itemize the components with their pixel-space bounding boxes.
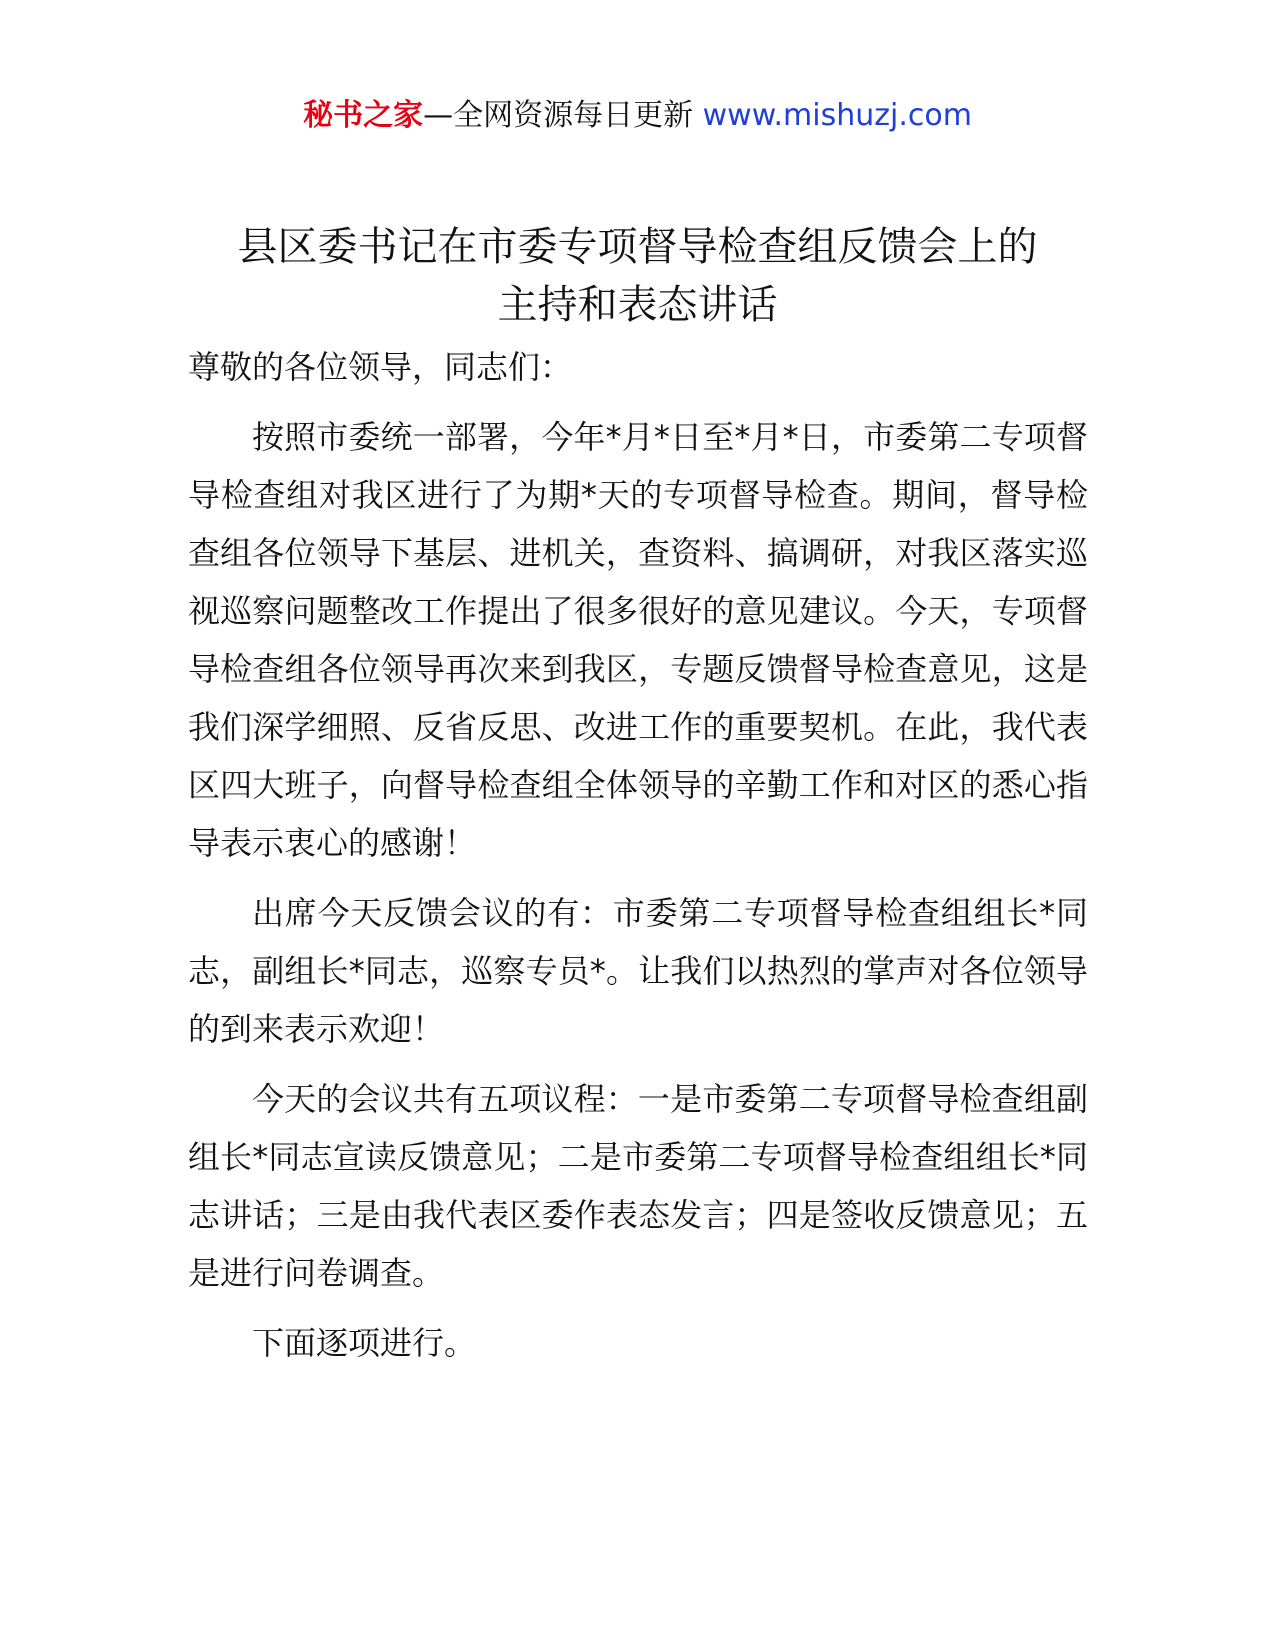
site-url-link[interactable]: www.mishuzj.com — [702, 98, 972, 133]
site-header — [0, 96, 1275, 136]
document-title — [150, 218, 1125, 334]
paragraph-3: 今天的会议共有五项议程：一是市委第二专项督导检查组副组长*同志宣读反馈意见；二是市委第二专项督导检查组组长*同志讲话；三是由我代表区委作表态发言；四是签收反馈意见；五是进行问卷调查。 — [188, 1080, 1088, 1292]
document-title-line-2: 主持和表态讲话 — [497, 282, 778, 328]
salutation: 尊敬的各位领导，同志们： — [188, 348, 573, 386]
paragraph-4: 下面逐项进行。 — [252, 1324, 477, 1362]
document-title-line-1: 县区委书记在市委专项督导检查组反馈会上的 — [237, 224, 1038, 270]
site-brand: 秘书之家 — [303, 98, 424, 133]
paragraph-2: 出席今天反馈会议的有：市委第二专项督导检查组组长*同志，副组长*同志，巡察专员*。让我们以热烈的掌声对各位领导的到来表示欢迎！ — [188, 894, 1088, 1048]
site-tagline: —全网资源每日更新 — [423, 98, 703, 133]
document-body — [188, 338, 1088, 1384]
paragraph-1: 按照市委统一部署，今年*月*日至*月*日，市委第二专项督导检查组对我区进行了为期*天的专项督导检查。期间，督导检查组各位领导下基层、进机关，查资料、搞调研，对我区落实巡视巡察问题整改工作提出了很多很好的意见建议。今天，专项督导检查组各位领导再次来到我区，专题反馈督导检查意见，这是我们深学细照、反省反思、改进工作的重要契机。在此，我代表区四大班子，向督导检查组全体领导的辛勤工作和对区的悉心指导表示衷心的感谢！ — [188, 418, 1088, 862]
